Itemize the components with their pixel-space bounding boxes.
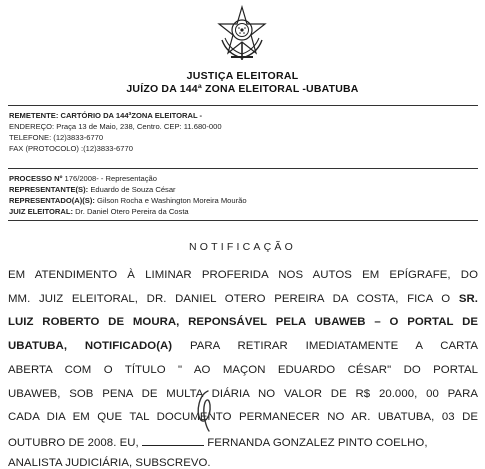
body-line-8-start: OUTUBRO DE 2008. EU, bbox=[8, 437, 139, 449]
body-line-8 bbox=[8, 435, 478, 449]
juiz-label: JUIZ ELEITORAL: bbox=[9, 207, 73, 216]
court-name-line1: JUSTIÇA ELEITORAL bbox=[186, 70, 299, 82]
body-line-2-text: MM. JUIZ ELEITORAL, DR. DANIEL OTERO PEREIRA DA COSTA, FICA O bbox=[8, 293, 451, 305]
body-line-3: LUIZ ROBERTO DE MOURA, REPONSÁVEL PELA UBAWEB – O PORTAL DE bbox=[8, 316, 478, 328]
representante-value: Eduardo de Souza César bbox=[90, 185, 176, 194]
juiz-line bbox=[9, 207, 189, 217]
notification-title: NOTIFICAÇÃO bbox=[189, 241, 296, 253]
signature-blank bbox=[142, 435, 204, 446]
brazil-coat-of-arms-seal bbox=[213, 4, 271, 62]
body-line-4 bbox=[8, 340, 478, 352]
remetente-line: REMETENTE: CARTÓRIO DA 144ªZONA ELEITORAL - bbox=[9, 111, 203, 120]
representado-value: Gilson Rocha e Washington Moreira Mourão bbox=[97, 196, 247, 205]
body-line-4-text: PARA RETIRAR IMEDIATAMENTE A CARTA bbox=[189, 340, 479, 352]
juiz-value: Dr. Daniel Otero Pereira da Costa bbox=[75, 207, 189, 216]
body-line-2-bold: SR. bbox=[458, 293, 478, 305]
body-line-1: EM ATENDIMENTO À LIMINAR PROFERIDA NOS AUTOS EM EPÍGRAFE, DO bbox=[8, 269, 478, 281]
body-line-9: ANALISTA JUDICIÁRIA, SUBSCREVO. bbox=[8, 457, 211, 469]
body-line-8-name: FERNANDA GONZALEZ PINTO COELHO, bbox=[207, 437, 428, 449]
court-name-line2: JUÍZO DA 144ª ZONA ELEITORAL -UBATUBA bbox=[126, 83, 359, 95]
representado-label: REPRESENTADO(A)(S): bbox=[9, 196, 95, 205]
processo-value: 176/2008- - Representação bbox=[64, 174, 157, 183]
body-line-7: CADA DIA EM QUE TAL DOCUMENTO PERMANECER NO AR. UBATUBA, 03 DE bbox=[8, 411, 478, 423]
body-line-4-bold: UBATUBA, NOTIFICADO(A) bbox=[8, 340, 173, 352]
body-line-6: UBAWEB, SOB PENA DE MULTA DIÁRIA NO VALOR DE R$ 20.000, 00 PARA bbox=[8, 388, 478, 400]
fax-line: FAX (PROTOCOLO) :(12)3833-6770 bbox=[9, 144, 133, 153]
divider-middle bbox=[8, 168, 478, 169]
body-line-5: ABERTA COM O TÍTULO " AO MAÇON EDUARDO CÉSAR" DO PORTAL bbox=[8, 364, 478, 376]
processo-label: PROCESSO Nº bbox=[9, 174, 63, 183]
body-line-2 bbox=[8, 293, 478, 305]
representado-line bbox=[9, 196, 247, 206]
handwritten-signature bbox=[193, 385, 217, 433]
divider-top bbox=[8, 105, 478, 106]
processo-line bbox=[9, 174, 157, 184]
representante-label: REPRESENTANTE(S): bbox=[9, 185, 89, 194]
divider-bottom bbox=[8, 220, 478, 221]
representante-line bbox=[9, 185, 176, 195]
telefone-line: TELEFONE: (12)3833-6770 bbox=[9, 133, 104, 142]
endereco-line: ENDEREÇO: Praça 13 de Maio, 238, Centro. CEP: 11.680-000 bbox=[9, 122, 222, 131]
